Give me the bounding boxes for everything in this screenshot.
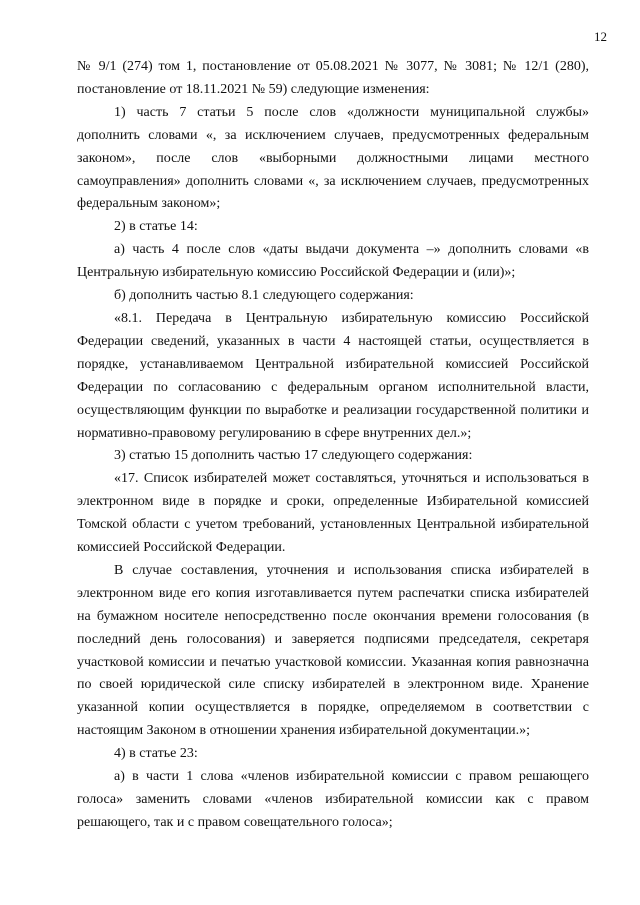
paragraph-continuation: № 9/1 (274) том 1, постановление от 05.08.2021 № 3077, № 3081; № 12/1 (280), постановление от 18.11.2021 № 59) следующие изменения: [77, 59, 589, 97]
paragraph-item-2a: а) часть 4 после слов «даты выдачи документа –» дополнить словами «в Центральную избирательную комиссию Российской Федерации и (или)»; [77, 242, 589, 281]
paragraph-item-2b: б) дополнить частью 8.1 следующего содержания: [114, 288, 414, 304]
paragraph-item-1: 1) часть 7 статьи 5 после слов «должности муниципальной службы» дополнить словами «, за исключением случаев, предусмотренных федеральным законом», после слов «выборными должностными лицами местного самоуправления» дополнить словами «, за исключением случаев, предусмотренных федеральным законом»; [77, 104, 589, 212]
paragraph-part-8-1: «8.1. Передача в Центральную избирательную комиссию Российской Федерации сведений, указанных в части 4 настоящей статьи, осуществляется в порядке, устанавливаемом Центральной избирательной комиссией Российской Федерации по согласованию с федеральным органом исполнительной власти, осуществляющим функции по выработке и реализации государственной политики и нормативно-правовому регулированию в сфере внутренних дел.»; [77, 310, 589, 441]
page-number: 12 [594, 29, 607, 44]
paragraph-part-17-continued: В случае составления, уточнения и использования списка избирателей в электронном виде его копия изготавливается путем распечатки списка избирателей на бумажном носителе непосредственно после окончания времени голосования (в последний день голосования) и заверяется подписями председателя, секретаря участковой комиссии и печатью участковой комиссии. Указанная копия равнозначна по своей юридической силе списку избирателей в электронном виде. Хранение указанной копии осуществляется в порядке, определяемом в соответствии с настоящим Законом в отношении хранения избирательной документации.»; [77, 562, 589, 739]
paragraph-item-4: 4) в статье 23: [114, 746, 198, 762]
paragraph-item-3: 3) статью 15 дополнить частью 17 следующего содержания: [114, 448, 473, 464]
paragraph-item-4a: а) в части 1 слова «членов избирательной комиссии с правом решающего голоса» заменить словами «членов избирательной комиссии как с правом решающего, так и с правом совещательного голоса»; [77, 769, 589, 830]
document-body [77, 56, 589, 835]
paragraph-item-2: 2) в статье 14: [114, 219, 198, 235]
paragraph-part-17: «17. Список избирателей может составляться, уточняться и использоваться в электронном виде в порядке и сроки, определенные Избирательной комиссией Томской области с учетом требований, установленных Центральной избирательной комиссией Российской Федерации. [77, 471, 589, 556]
